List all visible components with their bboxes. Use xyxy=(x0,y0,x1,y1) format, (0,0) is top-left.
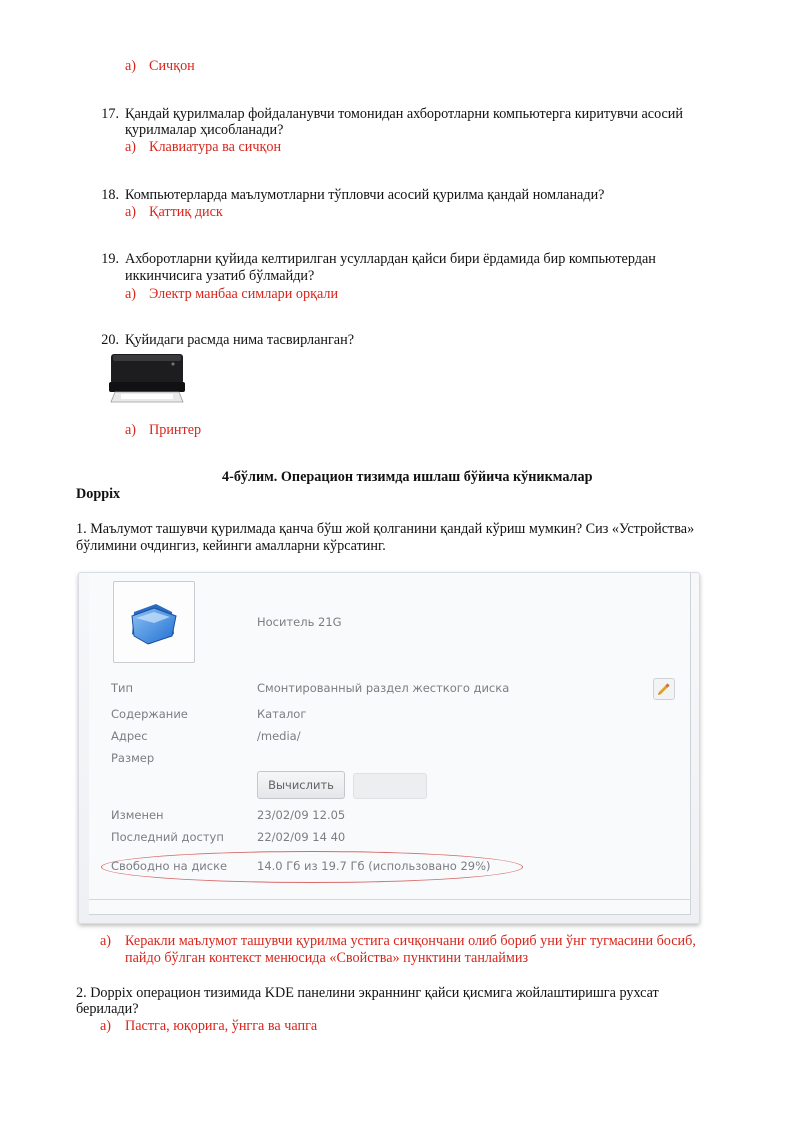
prop-value: 23/02/09 12.05 xyxy=(257,808,346,822)
question-text: берилади? xyxy=(76,1001,139,1017)
prop-label: Размер xyxy=(111,751,155,765)
answer-marker: a) xyxy=(125,58,137,74)
question-text: иккинчисига узатиб бўлмайди? xyxy=(125,268,315,284)
prop-value: Смонтированный раздел жесткого диска xyxy=(257,681,510,695)
question-number: 20. xyxy=(101,332,119,348)
blank-button[interactable] xyxy=(353,773,427,799)
prop-label: Адрес xyxy=(111,729,148,743)
question-text: Ахборотларни қуйида келтирилган усуллардан қайси бири ёрдамида бир компьютердан xyxy=(125,251,656,267)
answer-marker: a) xyxy=(125,204,137,220)
printer-image xyxy=(107,350,187,408)
question-number: 18. xyxy=(101,187,119,203)
answer-text: Пастга, юқорига, ўнгга ва чапга xyxy=(125,1018,318,1034)
answer-marker: a) xyxy=(100,933,112,949)
answer-marker: a) xyxy=(125,422,137,438)
properties-panel xyxy=(89,573,691,915)
prop-label: Тип xyxy=(111,681,134,695)
answer-text: Электр манбаа симлари орқали xyxy=(149,286,339,302)
prop-label: Последний доступ xyxy=(111,830,224,844)
prop-label: Изменен xyxy=(111,808,164,822)
answer-text: Клавиатура ва сичқон xyxy=(149,139,282,155)
answer-text: Принтер xyxy=(149,422,202,438)
prop-label: Содержание xyxy=(111,707,188,721)
prop-label: Свободно на диске xyxy=(111,859,228,873)
highlight-ellipse xyxy=(101,851,523,883)
question-text: 1. Маълумот ташувчи қурилмада қанча бўш жой қолганини қандай кўриш мумкин? Сиз «Устройства» xyxy=(76,521,695,537)
edit-icon xyxy=(654,679,674,699)
calculate-button[interactable]: Вычислить xyxy=(257,771,345,799)
answer-text: пайдо бўлган контекст менюсида «Свойства» пунктини танлаймиз xyxy=(125,950,529,966)
prop-value: Каталог xyxy=(257,707,307,721)
answer-text: Керакли маълумот ташувчи қурилма устига сичқончани олиб бориб уни ўнг тугмасини босиб, xyxy=(125,933,696,949)
section-subtitle: Doppix xyxy=(76,486,121,502)
question-number: 17. xyxy=(101,106,119,122)
question-number: 19. xyxy=(101,251,119,267)
prop-value: 14.0 Гб из 19.7 Гб (использовано 29%) xyxy=(257,859,491,873)
properties-dialog-screenshot xyxy=(78,572,700,924)
question-text: қурилмалар ҳисобланади? xyxy=(125,122,284,138)
question-text: Компьютерларда маълумотларни тўпловчи асосий қурилма қандай номланади? xyxy=(125,187,605,203)
answer-text: Қаттиқ диск xyxy=(149,204,223,220)
answer-marker: a) xyxy=(100,1018,112,1034)
section-title: 4-бўлим. Операцион тизимда ишлаш бўйича кўникмалар xyxy=(222,469,593,485)
question-text: 2. Doppix операцион тизимида KDE панелини экраннинг қайси қисмига жойлаштиришга рухсат xyxy=(76,985,659,1001)
edit-button[interactable] xyxy=(653,678,675,700)
folder-icon xyxy=(114,582,194,662)
question-text: бўлимини очдингиз, кейинги амалларни кўрсатинг. xyxy=(76,538,386,554)
prop-value: /media/ xyxy=(257,729,301,743)
folder-icon-frame xyxy=(113,581,195,663)
answer-marker: a) xyxy=(125,139,137,155)
question-text: Қуйидаги расмда нима тасвирланган? xyxy=(125,332,354,348)
divider xyxy=(89,899,690,900)
answer-text: Сичқон xyxy=(149,58,195,74)
prop-value: 22/02/09 14 40 xyxy=(257,830,346,844)
device-name: Носитель 21G xyxy=(257,615,342,629)
answer-marker: a) xyxy=(125,286,137,302)
question-text: Қандай қурилмалар фойдаланувчи томонидан ахборотларни компьютерга киритувчи асосий xyxy=(125,106,683,122)
